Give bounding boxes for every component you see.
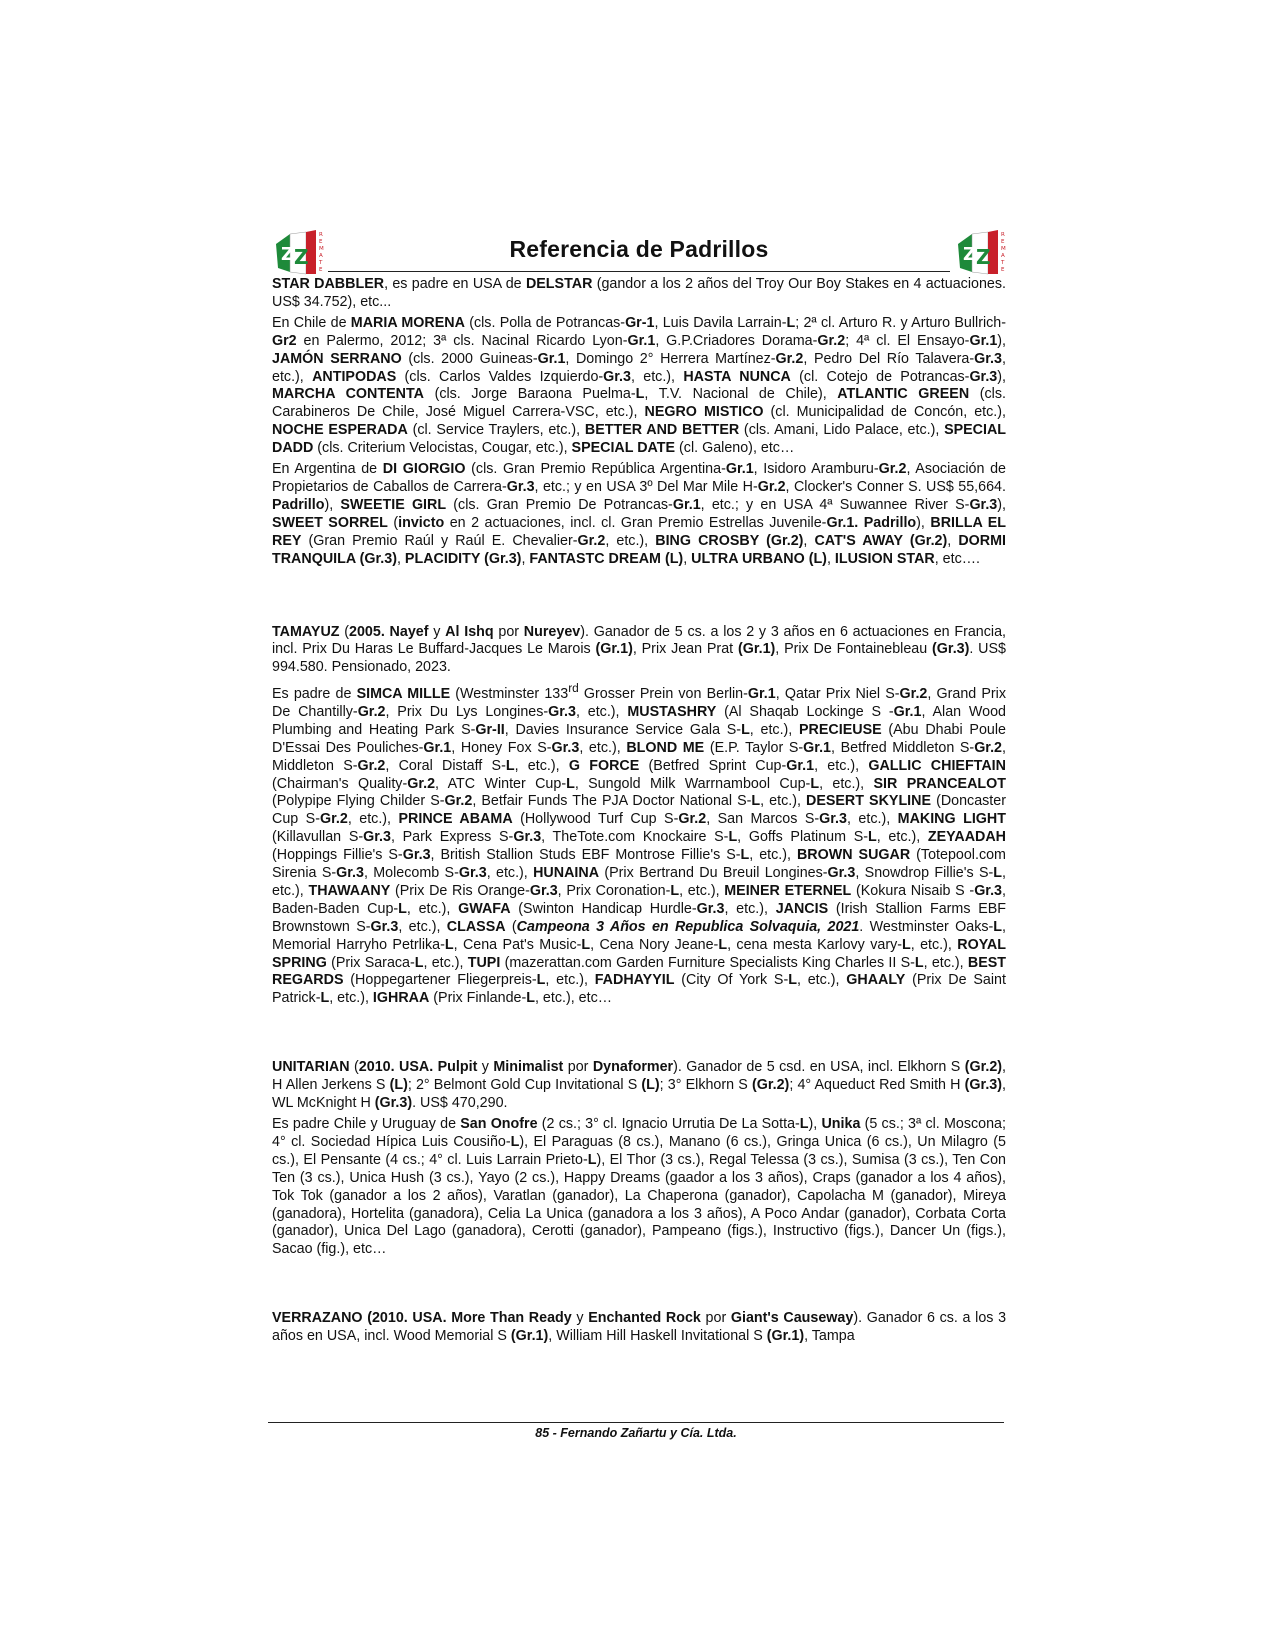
- svg-text:Z: Z: [976, 245, 991, 269]
- star-dabbler-usa-paragraph: STAR DABBLER, es padre en USA de DELSTAR (gandor a los 2 años del Troy Our Boy Stakes en 4 actuaciones. US$ 34.752), etc...: [272, 276, 1006, 310]
- stallion-references: [272, 276, 1006, 1346]
- header-rule: [328, 271, 950, 272]
- svg-text:M: M: [319, 246, 324, 252]
- unitarian-progeny-paragraph: Es padre Chile y Uruguay de San Onofre (2 cs.; 3° cl. Ignacio Urrutia De La Sotta-L), Unika (5 cs.; 3ª cl. Moscona; 4° cl. Sociedad Hípica Luis Cousiño-L), El Paraguas (8 cs.), Manano (6 cs.), Gringa Unica (6 cs.), Un Milagro (5 cs.), El Pensante (4 cs.; 4° cl. Luis Larrain Prieto-L), El Thor (3 cs.), Regal Telessa (3 cs.), Sumisa (3 cs.), Ten Con Ten (3 cs.), Unica Hush (3 cs.), Yayo (2 cs.), Happy Dreams (gaador a los 3 años), Craps (ganador a los 4 años), Tok Tok (ganador a los 2 años), Varatlan (ganador), La Chaperona (ganador), Capolacha M (ganador), Mireya (ganadora), Hortelita (ganadora), Celia La Unica (ganadora a los 3 años), A Poco Andar (ganador), Corbata Corta (ganador), Unica Del Lago (ganadora), Cerotti (ganador), Pampeano (figs.), Instructivo (figs.), Dancer Un (figs.), Sacao (fig.), etc…: [272, 1116, 1006, 1258]
- svg-text:A: A: [319, 253, 323, 259]
- page-title: Referencia de Padrillos: [509, 236, 769, 262]
- svg-text:Z: Z: [294, 245, 309, 269]
- svg-text:E: E: [319, 239, 323, 245]
- section-spacer: [272, 572, 1006, 624]
- svg-text:T: T: [1001, 260, 1005, 266]
- svg-text:T: T: [319, 260, 323, 266]
- zz-remates-logo-right-icon: [954, 228, 1006, 276]
- svg-text:E: E: [1001, 239, 1005, 245]
- star-dabbler-argentina-paragraph: En Argentina de DI GIORGIO (cls. Gran Premio República Argentina-Gr.1, Isidoro Aramburu-Gr.2, Asociación de Propietarios de Caballos de Carrera-Gr.3, etc.; y en USA 3º Del Mar Mile H-Gr.2, Clocker's Conner S. US$ 55,664. Padrillo), SWEETIE GIRL (cls. Gran Premio De Potrancas-Gr.1, etc.; y en USA 4ª Suwannee River S-Gr.3), SWEET SORREL (invicto en 2 actuaciones, incl. cl. Gran Premio Estrellas Juvenile-Gr.1. Padrillo), BRILLA EL REY (Gran Premio Raúl y Raúl E. Chevalier-Gr.2, etc.), BING CROSBY (Gr.2), CAT'S AWAY (Gr.2), DORMI TRANQUILA (Gr.3), PLACIDITY (Gr.3), FANTASTC DREAM (L), ULTRA URBANO (L), ILUSION STAR, etc….: [272, 461, 1007, 567]
- zz-remates-logo-left-icon: [272, 228, 324, 276]
- page-footer: 85 - Fernando Zañartu y Cía. Ltda.: [535, 1426, 737, 1440]
- svg-text:A: A: [1001, 253, 1005, 259]
- svg-text:M: M: [1001, 246, 1006, 252]
- footer-rule: [268, 1422, 1004, 1423]
- tamayuz-intro-paragraph: TAMAYUZ (2005. Nayef y Al Ishq por Nureyev). Ganador de 5 cs. a los 2 y 3 años en 6 actuaciones en Francia, incl. Prix Du Haras Le Buffard-Jacques Le Marois (Gr.1), Prix Jean Prat (Gr.1), Prix De Fontainebleau (Gr.3). US$ 994.580. Pensionado, 2023.: [272, 623, 1007, 676]
- page-header: [272, 228, 1006, 276]
- svg-text:R: R: [319, 232, 323, 238]
- star-dabbler-chile-paragraph: En Chile de MARIA MORENA (cls. Polla de Potrancas-Gr-1, Luis Davila Larrain-L; 2ª cl. Arturo R. y Arturo Bullrich-Gr2 en Palermo, 2012; 3ª cls. Nacinal Ricardo Lyon-Gr.1, G.P.Criadores Dorama-Gr.2; 4ª cl. El Ensayo-Gr.1), JAMÓN SERRANO (cls. 2000 Guineas-Gr.1, Domingo 2° Herrera Martínez-Gr.2, Pedro Del Río Talavera-Gr.3, etc.), ANTIPODAS (cls. Carlos Valdes Izquierdo-Gr.3, etc.), HASTA NUNCA (cl. Cotejo de Potrancas-Gr.3), MARCHA CONTENTA (cls. Jorge Baraona Puelma-L, T.V. Nacional de Chile), ATLANTIC GREEN (cls. Carabineros De Chile, José Miguel Carrera-VSC, etc.), NEGRO MISTICO (cl. Municipalidad de Concón, etc.), NOCHE ESPERADA (cl. Service Traylers, etc.), BETTER AND BETTER (cls. Amani, Lido Palace, etc.), SPECIAL DADD (cls. Criterium Velocistas, Cougar, etc.), SPECIAL DATE (cl. Galeno), etc…: [272, 314, 1007, 457]
- svg-text:E: E: [1001, 267, 1005, 273]
- svg-text:Z: Z: [281, 244, 295, 265]
- svg-text:R: R: [1001, 232, 1005, 238]
- section-spacer: [272, 1011, 1006, 1059]
- unitarian-intro-paragraph: UNITARIAN (2010. USA. Pulpit y Minimalist por Dynaformer). Ganador de 5 csd. en USA, incl. Elkhorn S (Gr.2), H Allen Jerkens S (L); 2° Belmont Gold Cup Invitational S (L); 3° Elkhorn S (Gr.2); 4° Aqueduct Red Smith H (Gr.3), WL McKnight H (Gr.3). US$ 470,290.: [272, 1059, 1007, 1112]
- page: [272, 228, 1006, 1349]
- verrazano-intro-paragraph: VERRAZANO (2010. USA. More Than Ready y Enchanted Rock por Giant's Causeway). Ganador 6 cs. a los 3 años en USA, incl. Wood Memorial S (Gr.1), William Hill Haskell Invitational S (Gr.1), Tampa: [272, 1310, 1007, 1345]
- tamayuz-progeny-paragraph: Es padre de SIMCA MILLE (Westminster 133rd Grosser Prein von Berlin-Gr.1, Qatar Prix Niel S-Gr.2, Grand Prix De Chantilly-Gr.2, Prix Du Lys Longines-Gr.3, etc.), MUSTASHRY (Al Shaqab Lockinge S -Gr.1, Alan Wood Plumbing and Heating Park S-Gr-II, Davies Insurance Service Gala S-L, etc.), PRECIEUSE (Abu Dhabi Poule D'Essai Des Pouliches-Gr.1, Honey Fox S-Gr.3, etc.), BLOND ME (E.P. Taylor S-Gr.1, Betfred Middleton S-Gr.2, Middleton S-Gr.2, Coral Distaff S-L, etc.), G FORCE (Betfred Sprint Cup-Gr.1, etc.), GALLIC CHIEFTAIN (Chairman's Quality-Gr.2, ATC Winter Cup-L, Sungold Milk Warrnambool Cup-L, etc.), SIR PRANCEALOT (Polypipe Flying Childer S-Gr.2, Betfair Funds The PJA Doctor National S-L, etc.), DESERT SKYLINE (Doncaster Cup S-Gr.2, etc.), PRINCE ABAMA (Hollywood Turf Cup S-Gr.2, San Marcos S-Gr.3, etc.), MAKING LIGHT (Killavullan S-Gr.3, Park Express S-Gr.3, TheTote.com Knockaire S-L, Goffs Platinum S-L, etc.), ZEYAADAH (Hoppings Fillie's S-Gr.3, British Stallion Studs EBF Montrose Fillie's S-L, etc.), BROWN SUGAR (Totepool.com Sirenia S-Gr.3, Molecomb S-Gr.3, etc.), HUNAINA (Prix Bertrand Du Breuil Longines-Gr.3, Snowdrop Fillie's S-L, etc.), THAWAANY (Prix De Ris Orange-Gr.3, Prix Coronation-L, etc.), MEINER ETERNEL (Kokura Nisaib S -Gr.3, Baden-Baden Cup-L, etc.), GWAFA (Swinton Handicap Hurdle-Gr.3, etc.), JANCIS (Irish Stallion Farms EBF Brownstown S-Gr.3, etc.), CLASSA (Campeona 3 Años en Republica Solvaquia, 2021. Westminster Oaks-L, Memorial Harryho Petrlika-L, Cena Pat's Music-L, Cena Nory Jeane-L, cena mesta Karlovy vary-L, etc.), ROYAL SPRING (Prix Saraca-L, etc.), TUPI (mazerattan.com Garden Furniture Specialists King Charles II S-L, etc.), BEST REGARDS (Hoppegartener Fliegerpreis-L, etc.), FADHAYYIL (City Of York S-L, etc.), GHAALY (Prix De Saint Patrick-L, etc.), IGHRAA (Prix Finlande-L, etc.), etc…: [272, 681, 1007, 1007]
- svg-text:E: E: [319, 267, 323, 273]
- svg-text:Z: Z: [963, 244, 977, 265]
- section-spacer: [272, 1262, 1006, 1310]
